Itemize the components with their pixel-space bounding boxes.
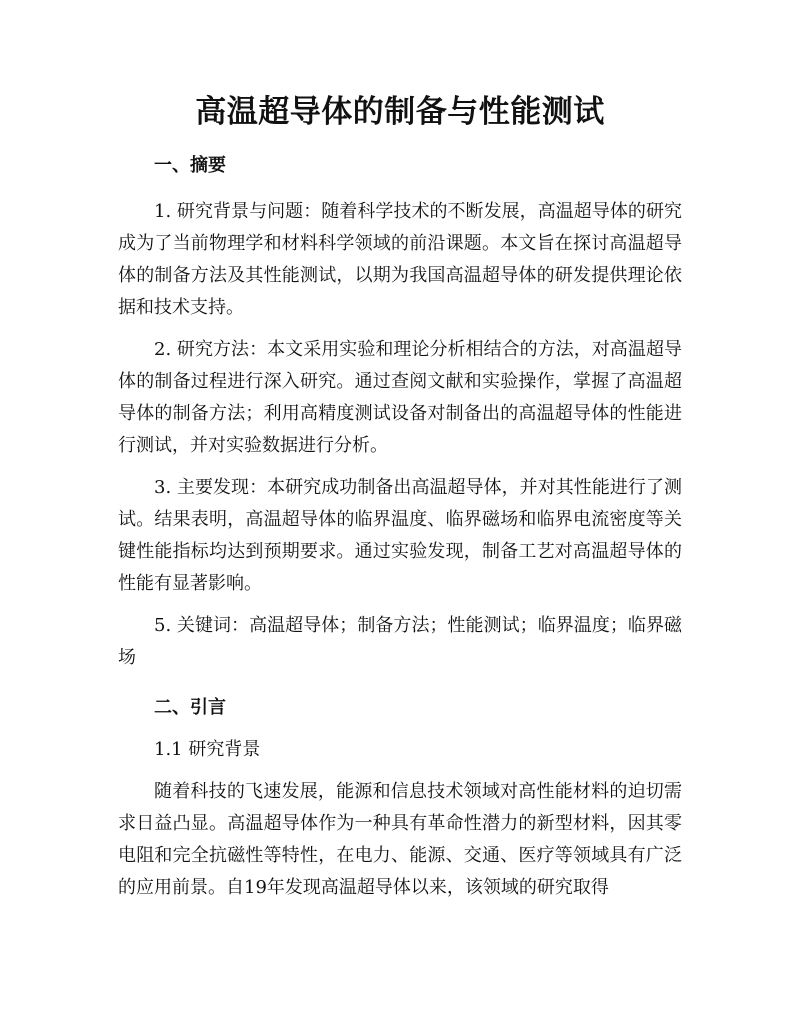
abstract-paragraph-3: 3. 主要发现：本研究成功制备出高温超导体，并对其性能进行了测试。结果表明，高温超导体的临界温度、临界磁场和临界电流密度等关键性能指标均达到预期要求。通过实验发现，制备工艺对高温超导体的性能有显著影响。 (118, 477, 682, 594)
introduction-paragraph: 随着科技的飞速发展，能源和信息技术领域对高性能材料的迫切需求日益凸显。高温超导体作为一种具有革命性潜力的新型材料，因其零电阻和完全抗磁性等特性，在电力、能源、交通、医疗等领域具有广泛的应用前景。自19年发现高温超导体以来，该领域的研究取得 (118, 781, 682, 898)
document-title: 高温超导体的制备与性能测试 (195, 94, 605, 130)
section-heading-introduction: 二、引言 (154, 697, 226, 718)
abstract-paragraph-1: 1. 研究背景与问题：随着科学技术的不断发展，高温超导体的研究成为了当前物理学和材料科学领域的前沿课题。本文旨在探讨高温超导体的制备方法及其性能测试，以期为我国高温超导体的研发提供理论依据和技术支持。 (118, 201, 682, 318)
subsection-heading-background: 1.1 研究背景 (154, 739, 261, 760)
section-heading-abstract: 一、摘要 (154, 155, 226, 176)
abstract-paragraph-keywords: 5. 关键词：高温超导体；制备方法；性能测试；临界温度；临界磁场 (118, 615, 682, 668)
abstract-paragraph-2: 2. 研究方法：本文采用实验和理论分析相结合的方法，对高温超导体的制备过程进行深入研究。通过查阅文献和实验操作，掌握了高温超导体的制备方法；利用高精度测试设备对制备出的高温超导体的性能进行测试，并对实验数据进行分析。 (118, 339, 682, 456)
